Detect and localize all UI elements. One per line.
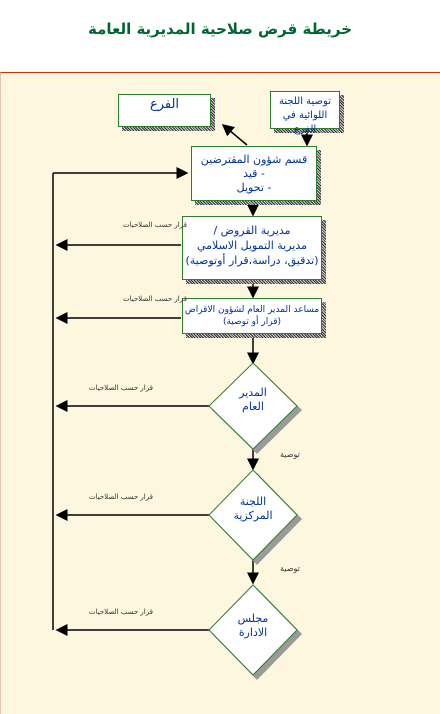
branch-box xyxy=(118,94,211,127)
assistant-dg-box xyxy=(182,298,322,334)
borrowers-line-3: - تحويل xyxy=(236,181,272,194)
loans-line-2: مديرية التمويل الاسلامي xyxy=(196,239,308,252)
branch-label: الفرع xyxy=(149,97,180,112)
board-diamond-text xyxy=(213,612,293,640)
asst-line-1: مساعد المدير العام لشؤون الاقراض xyxy=(184,305,320,315)
loans-directorate-box xyxy=(182,216,322,280)
asst-line-2: (قرار أو توصية) xyxy=(222,317,282,327)
page-title: خريطة قرض صلاحية المديرية العامة xyxy=(87,20,353,38)
central-diamond-text xyxy=(213,495,293,523)
arrow-borrowers-to-branch xyxy=(223,125,247,145)
recommendation-label-2: توصية xyxy=(280,564,300,573)
dg-line-1: المدير xyxy=(239,386,267,399)
board-line-1: مجلس xyxy=(237,612,269,625)
dg-line-2: العام xyxy=(242,400,264,413)
borrowers-section-box xyxy=(191,146,317,201)
recommendation-label-1: توصية xyxy=(280,450,300,459)
committee-line-2: اللوائية في الفرع xyxy=(282,110,328,135)
central-line-2: المركزية xyxy=(233,509,273,522)
committee-recommendation-box xyxy=(270,91,340,135)
loans-line-3: (تدقيق، دراسة،قرار أوتوصية) xyxy=(185,254,319,267)
flowchart-canvas xyxy=(0,72,440,714)
decision-label-board: قرار حسب الصلاحيات xyxy=(89,608,153,616)
decision-label-loans: قرار حسب الصلاحيات xyxy=(123,221,187,229)
central-line-1: اللجنة xyxy=(239,495,267,508)
decision-label-dg: قرار حسب الصلاحيات xyxy=(89,384,153,392)
committee-line-1: توصية اللجنة xyxy=(279,96,331,107)
loans-line-1: مديرية القروض / xyxy=(213,224,291,237)
dg-diamond-text xyxy=(213,386,293,414)
decision-label-central: قرار حسب الصلاحيات xyxy=(89,493,153,501)
board-line-2: الادارة xyxy=(238,626,268,639)
borrowers-line-1: قسم شؤون المقترضين xyxy=(200,153,308,166)
decision-label-asst: قرار حسب الصلاحيات xyxy=(123,295,187,303)
borrowers-line-2: - قيد xyxy=(243,167,265,180)
